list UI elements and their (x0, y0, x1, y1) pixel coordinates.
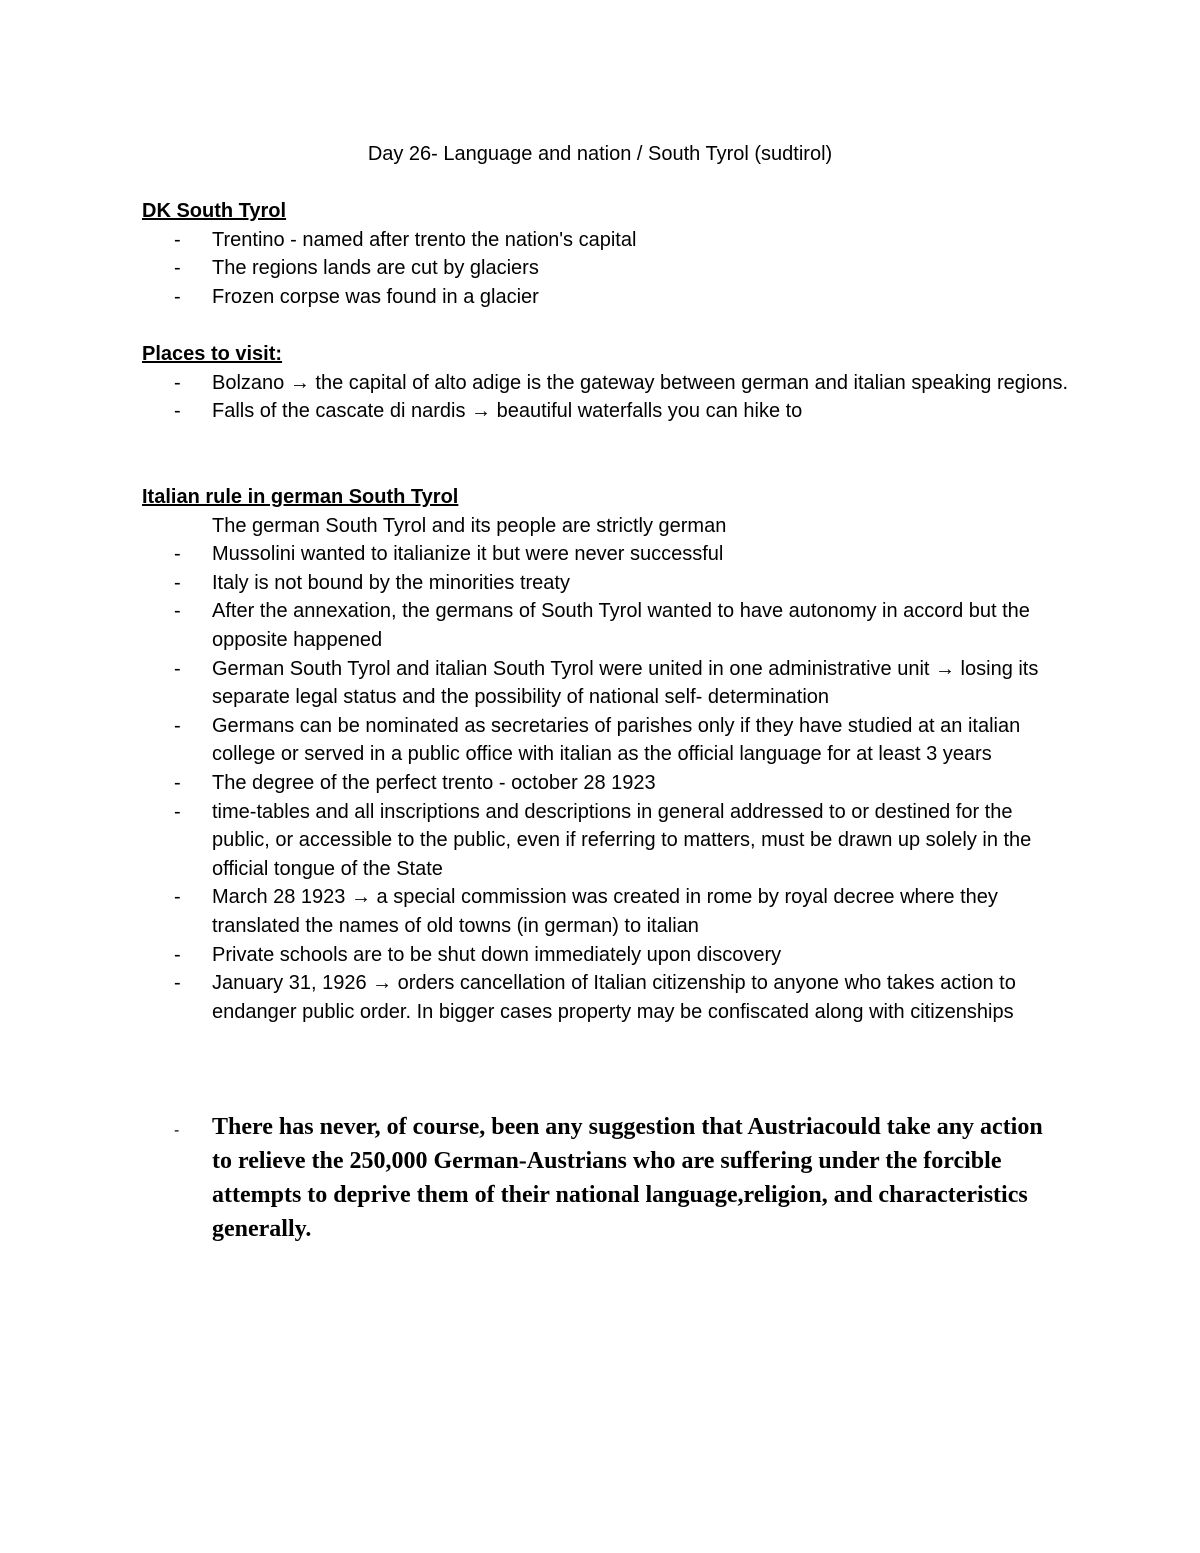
bullet-dash: - (174, 714, 181, 737)
section-heading: Italian rule in german South Tyrol (142, 486, 459, 508)
list-item (142, 397, 1072, 426)
bullet-dash: - (174, 800, 181, 823)
list-item-text: Trentino - named after trento the nation's capital (212, 228, 637, 251)
section-heading: DK South Tyrol (142, 200, 287, 222)
section-intro: The german South Tyrol and its people are strictly german (212, 514, 727, 537)
list-item-text: March 28 1923 → a special commission was created in rome by royal decree where they translated the names of old towns (in german) to italian (212, 886, 998, 937)
list-item (142, 941, 1072, 970)
list-item-text: time-tables and all inscriptions and descriptions in general addressed to or destined for the public, or accessible to the public, even if referring to matters, must be drawn up solely in the official tongue of the State (212, 800, 1032, 880)
list-item-text: Mussolini wanted to italianize it but were never successful (212, 543, 724, 566)
bullet-dash: - (174, 371, 181, 394)
section-heading: Places to visit: (142, 343, 283, 365)
bullet-dash: - (174, 972, 181, 995)
bullet-dash: - (174, 257, 181, 280)
list-item (142, 369, 1072, 398)
list-item (142, 1110, 1062, 1246)
bullet-dash: - (174, 228, 181, 251)
list-item (142, 798, 1072, 884)
list-item (142, 283, 1072, 312)
bullet-dash: - (174, 943, 181, 966)
list-item (142, 540, 1072, 569)
list-item (142, 769, 1072, 798)
section-places-to-visit (142, 340, 1072, 426)
list-item-text: German South Tyrol and italian South Tyrol were united in one administrative unit → losing its separate legal status and the possibility of national self- determination (212, 657, 1039, 709)
list-item (142, 254, 1072, 283)
quote-block (142, 1110, 1062, 1246)
bullet-dash: - (174, 600, 181, 623)
section-italian-rule (142, 483, 1072, 1026)
bullet-dash: - (174, 543, 181, 566)
list-item-text: Falls of the cascate di nardis → beautiful waterfalls you can hike to (212, 400, 803, 423)
list-item (142, 655, 1072, 712)
list-item (142, 226, 1072, 255)
bullet-list (142, 369, 1072, 426)
list-item-text: Frozen corpse was found in a glacier (212, 285, 539, 308)
bullet-dash: - (174, 886, 181, 909)
list-item-text: Private schools are to be shut down immediately upon discovery (212, 943, 782, 966)
section-dk-south-tyrol (142, 197, 1072, 311)
bullet-list (142, 1110, 1062, 1246)
quote-text: There has never, of course, been any suggestion that Austriacould take any action to relieve the 250,000 German-Austrians who are suffering under the forcible attempts to deprive them of their national language,religion, and characteristics generally. (212, 1114, 1043, 1242)
list-item-text: January 31, 1926 → orders cancellation of Italian citizenship to anyone who takes action to endanger public order. In bigger cases property may be confiscated along with citizenships (212, 972, 1016, 1023)
list-item (142, 883, 1072, 940)
list-item-text: Italy is not bound by the minorities treaty (212, 571, 570, 594)
bullet-list (142, 540, 1072, 1026)
list-item (142, 597, 1072, 654)
bullet-list (142, 226, 1072, 312)
list-item-text: Germans can be nominated as secretaries of parishes only if they have studied at an italian college or served in a public office with italian as the official language for at least 3 years (212, 714, 1021, 766)
bullet-dash: - (174, 285, 181, 308)
bullet-dash: - (174, 571, 181, 594)
page-title: Day 26- Language and nation / South Tyrol (sudtirol) (367, 143, 833, 165)
list-item-text: After the annexation, the germans of South Tyrol wanted to have autonomy in accord but the opposite happened (212, 600, 1030, 651)
list-item-text: The degree of the perfect trento - october 28 1923 (212, 771, 656, 794)
list-item (142, 712, 1072, 769)
list-item-text: The regions lands are cut by glaciers (212, 257, 539, 280)
list-item (142, 569, 1072, 598)
bullet-dash: - (174, 400, 181, 423)
bullet-dash: - (174, 657, 181, 680)
bullet-dash: - (174, 1122, 180, 1139)
list-item (142, 969, 1072, 1026)
bullet-dash: - (174, 771, 181, 794)
list-item-text: Bolzano → the capital of alto adige is the gateway between german and italian speaking regions. (212, 371, 1069, 394)
